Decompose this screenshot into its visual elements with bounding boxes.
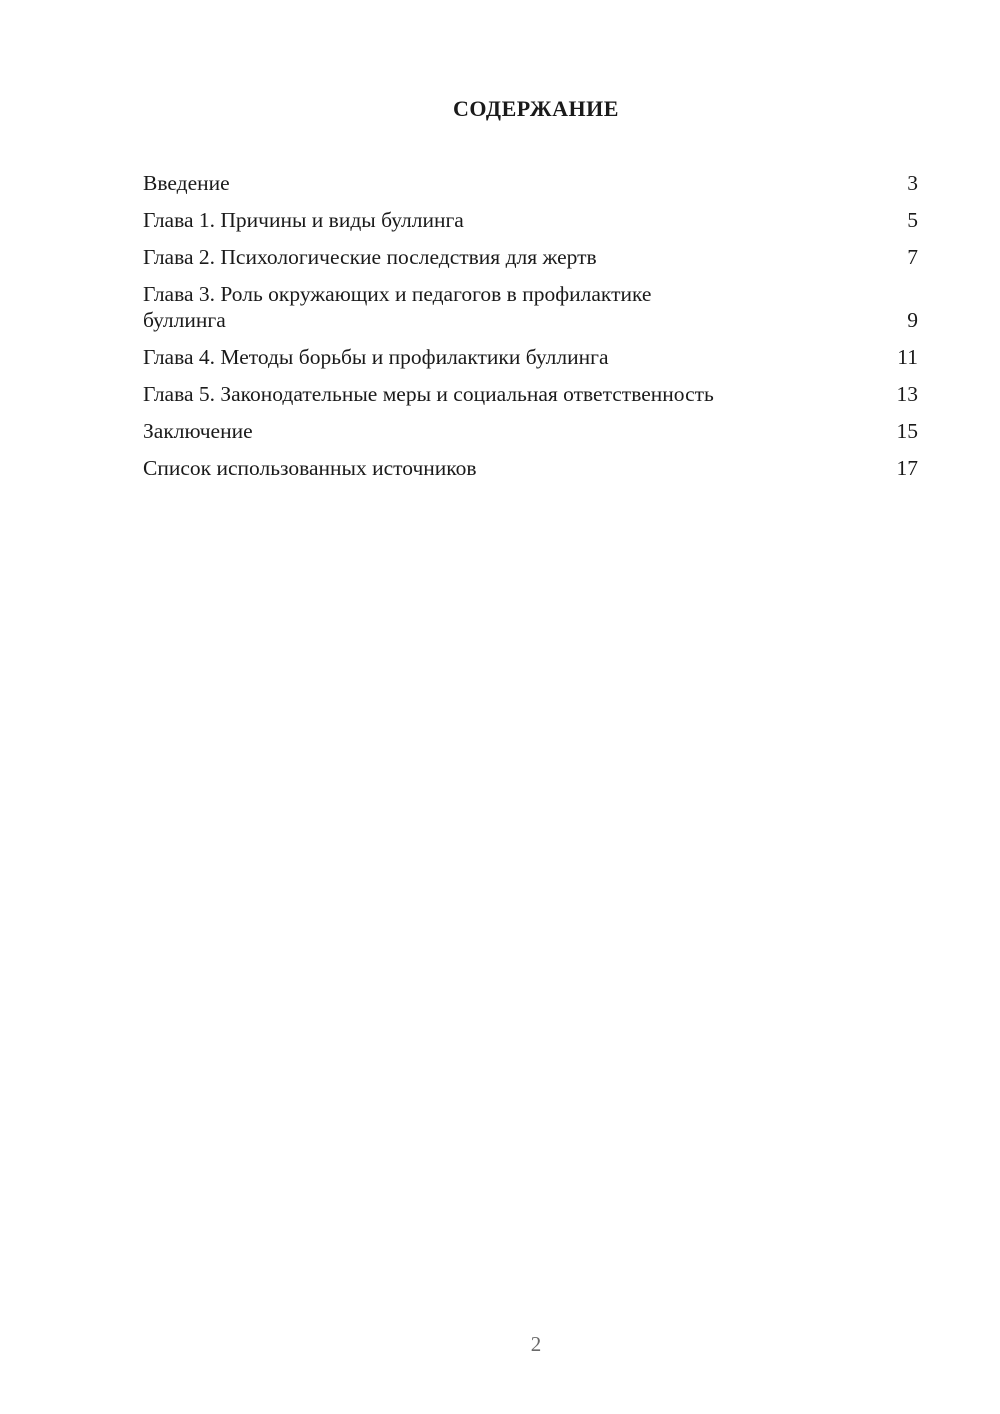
toc-entry-page: 5: [907, 208, 918, 232]
toc-entry-references[interactable]: [143, 455, 918, 481]
toc-entry-page: 15: [896, 419, 918, 443]
toc-entry-label: Глава 2. Психологические последствия для жертв: [143, 245, 597, 269]
toc-entry-page: 3: [907, 171, 918, 195]
toc-entry-page: 17: [896, 456, 918, 480]
table-of-contents: [143, 170, 918, 492]
toc-entry-label: Список использованных источников: [143, 456, 477, 480]
toc-entry-chapter-2[interactable]: [143, 244, 918, 270]
toc-entry-chapter-4[interactable]: [143, 344, 918, 370]
toc-entry-chapter-5[interactable]: [143, 381, 918, 407]
page-title: СОДЕРЖАНИЕ: [453, 96, 619, 121]
toc-entry-label: Глава 3. Роль окружающих и педагогов в профилактике буллинга: [143, 282, 652, 332]
toc-entry-page: 13: [896, 382, 918, 406]
toc-entry-label: Глава 1. Причины и виды буллинга: [143, 208, 464, 232]
toc-entry-label: Глава 5. Законодательные меры и социальная ответственность: [143, 382, 714, 406]
toc-entry-label: Введение: [143, 171, 230, 195]
toc-entry-page: 7: [907, 245, 918, 269]
toc-entry-page: 11: [897, 345, 918, 369]
page-number: 2: [530, 1332, 542, 1356]
toc-entry-chapter-3[interactable]: [143, 281, 918, 333]
toc-entry-conclusion[interactable]: [143, 418, 918, 444]
toc-entry-introduction[interactable]: [143, 170, 918, 196]
toc-entry-page: 9: [907, 308, 918, 332]
toc-entry-label: Заключение: [143, 419, 253, 443]
toc-entry-label: Глава 4. Методы борьбы и профилактики буллинга: [143, 345, 609, 369]
toc-entry-chapter-1[interactable]: [143, 207, 918, 233]
